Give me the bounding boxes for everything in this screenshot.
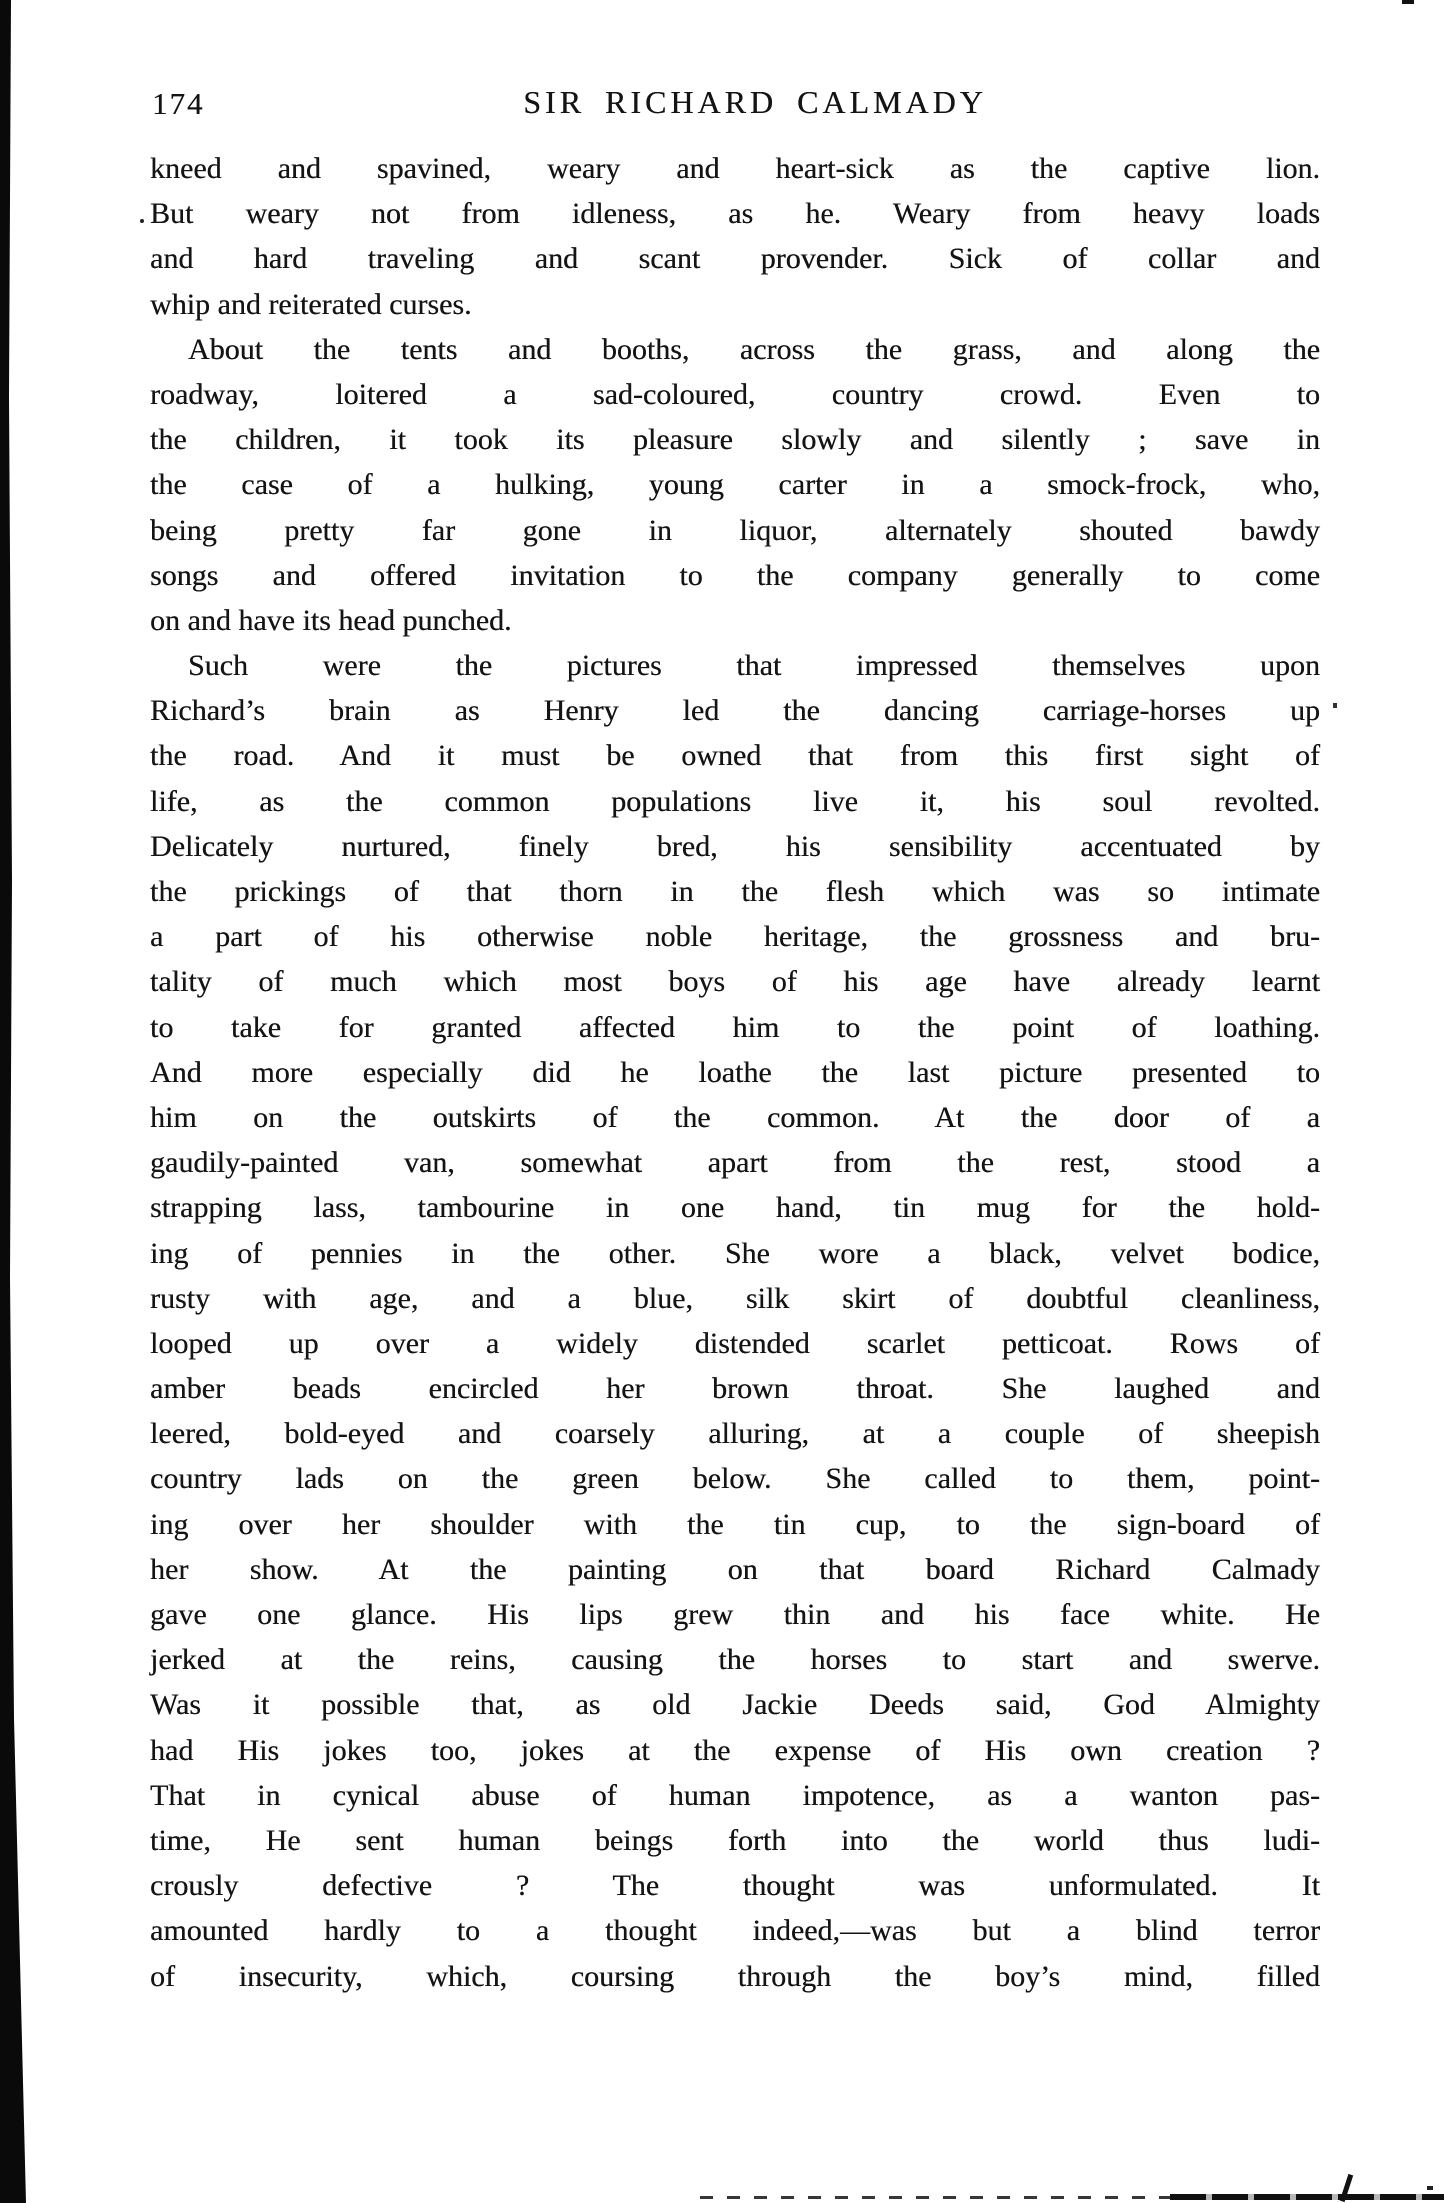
text-line: Delicately nurtured, finely bred, his sensibility accentuated by [150,829,1320,863]
text-line: looped up over a widely distended scarlet petticoat. Rows of [150,1326,1320,1360]
text-line: the road. And it must be owned that from this first sight of [150,739,1320,773]
text-line: of insecurity, which, coursing through the boy’s mind, filled [150,1959,1320,1993]
scan-artifact-top-right [1402,0,1414,4]
scan-speck [140,219,144,223]
text-line: tality of much which most boys of his age have already learnt [150,965,1320,999]
text-line: life, as the common populations live it, his soul revolted. [150,784,1320,818]
text-line: ing of pennies in the other. She wore a black, velvet bodice, [150,1236,1320,1270]
text-line: And more especially did he loathe the last picture presented to [150,1055,1320,1089]
scan-speck [1333,703,1337,708]
text-line: had His jokes too, jokes at the expense of His own creation ? [150,1733,1320,1767]
text-line: roadway, loitered a sad-coloured, country crowd. Even to [150,377,1320,411]
text-line: being pretty far gone in liquor, alternately shouted bawdy [150,513,1320,547]
text-line: to take for granted affected him to the point of loathing. [150,1010,1320,1044]
text-line: whip and reiterated curses. [150,287,472,321]
text-line: time, He sent human beings forth into the world thus ludi- [150,1823,1320,1857]
text-line: him on the outskirts of the common. At the door of a [150,1100,1320,1134]
scan-artifact-dashed-line [700,2196,1170,2199]
text-line: ing over her shoulder with the tin cup, to the sign-board of [150,1507,1320,1541]
text-line: rusty with age, and a blue, silk skirt of doubtful cleanliness, [150,1281,1320,1315]
text-line: strapping lass, tambourine in one hand, tin mug for the hold- [150,1191,1320,1225]
text-line: country lads on the green below. She called to them, point- [150,1462,1320,1496]
text-line: a part of his otherwise noble heritage, the grossness and bru- [150,920,1320,954]
text-line: songs and offered invitation to the company generally to come [150,558,1320,592]
text-line: gaudily-painted van, somewhat apart from the rest, stood a [150,1146,1320,1180]
scan-artifact-bottom-bar [1170,2194,1444,2200]
running-title: SIR RICHARD CALMADY [523,84,987,120]
text-line: amounted hardly to a thought indeed,—was but a blind terror [150,1914,1320,1948]
text-line: and hard traveling and scant provender. Sick of collar and [150,242,1320,276]
text-line: gave one glance. His lips grew thin and his face white. He [150,1598,1320,1631]
text-line: kneed and spavined, weary and heart-sick as the captive lion. [150,152,1320,185]
body-text [150,146,1320,1999]
scan-speck [1427,2186,1433,2190]
text-line: the children, it took its pleasure slowly and silently ; save in [150,423,1320,457]
text-line: amber beads encircled her brown throat. She laughed and [150,1372,1320,1406]
text-line: the case of a hulking, young carter in a smock-frock, who, [150,468,1320,502]
page-header [150,84,1320,128]
text-line: Such were the pictures that impressed themselves upon [188,649,1320,683]
text-line: leered, bold-eyed and coarsely alluring, at a couple of sheepish [150,1417,1320,1451]
text-line: Richard’s brain as Henry led the dancing carriage-horses up [150,694,1320,728]
text-line: That in cynical abuse of human impotence, as a wanton pas- [150,1778,1320,1812]
text-line: the prickings of that thorn in the flesh which was so intimate [150,875,1320,908]
page-number: 174 [152,86,205,121]
text-line: jerked at the reins, causing the horses to start and swerve. [150,1643,1320,1677]
scan-gutter-edge [0,0,30,2203]
text-line: Was it possible that, as old Jackie Deeds said, God Almighty [150,1688,1320,1722]
text-line: About the tents and booths, across the grass, and along the [188,332,1320,366]
text-line: But weary not from idleness, as he. Weary from heavy loads [150,197,1320,231]
text-line: her show. At the painting on that board Richard Calmady [150,1552,1320,1586]
text-line: on and have its head punched. [150,603,512,637]
text-line: crously defective ? The thought was unformulated. It [150,1869,1320,1903]
